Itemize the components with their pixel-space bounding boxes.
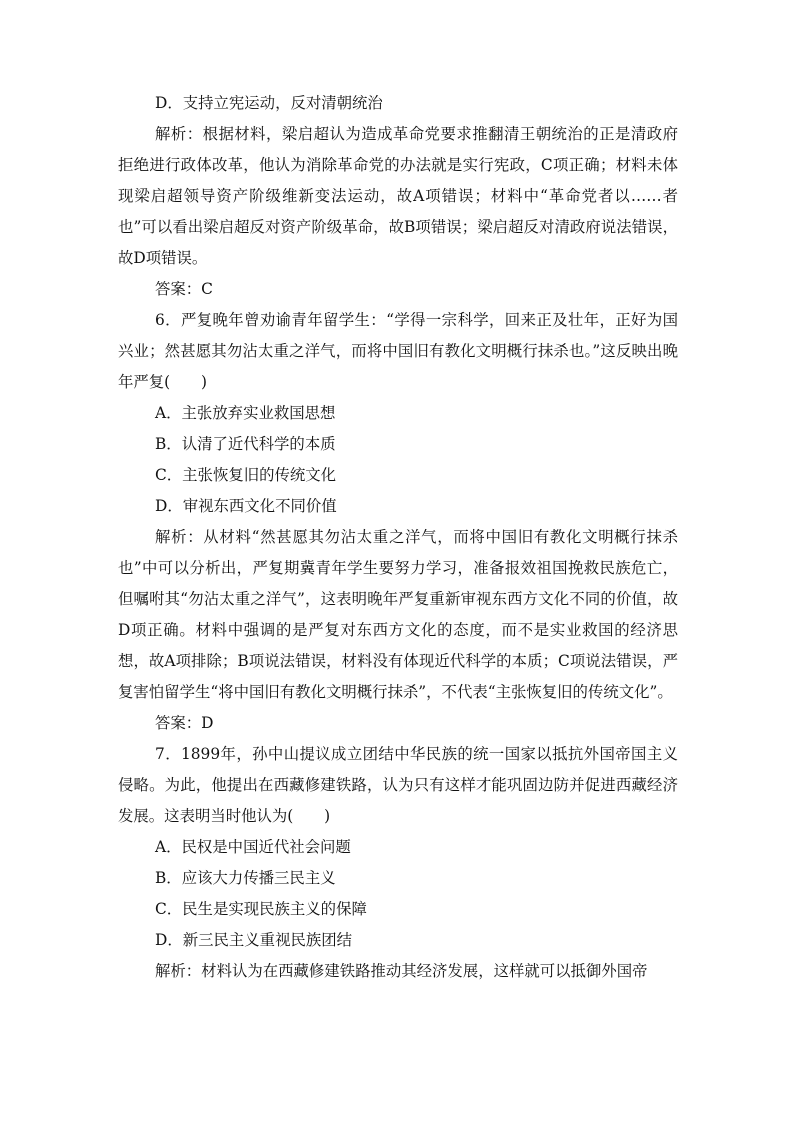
q6-option-a: A．主张放弃实业救国思想 — [155, 404, 336, 422]
q5-analysis: 解析：根据材料，梁启超认为造成革命党要求推翻清王朝统治的正是清政府拒绝进行政体改革，他认为消除革命党的办法就是实行宪政，C项正确；材料未体现梁启超领导资产阶级维新变法运动，故A项错误；材料中“革命党者以……者也”可以看出梁启超反对资产阶级革命，故B项错误；梁启超反对清政府说法错误，故D项错误。 — [118, 125, 678, 267]
document-page — [118, 88, 678, 987]
q6-analysis: 解析：从材料“然甚愿其勿沾太重之洋气，而将中国旧有教化文明概行抹杀也”中可以分析出，严复期冀青年学生要努力学习，准备报效祖国挽救民族危亡，但嘱咐其“勿沾太重之洋气”，这表明晚年严复重新审视东西方文化不同的价值，故D项正确。材料中强调的是严复对东西方文化的态度，而不是实业救国的经济思想，故A项排除；B项说法错误，材料没有体现近代科学的本质；C项说法错误，严复害怕留学生“将中国旧有教化文明概行抹杀”，不代表“主张恢复旧的传统文化”。 — [118, 528, 678, 701]
q7-option-a: A．民权是中国近代社会问题 — [155, 838, 351, 856]
q6-option-d: D．审视东西文化不同价值 — [155, 497, 337, 515]
q7-stem: 7．1899年，孙中山提议成立团结中华民族的统一国家以抵抗外国帝国主义侵略。为此，他提出在西藏修建铁路，认为只有这样才能巩固边防并促进西藏经济发展。这表明当时他认为( ) — [118, 745, 678, 825]
q5-option-d: D．支持立宪运动，反对清朝统治 — [155, 94, 383, 112]
q7-option-d: D．新三民主义重视民族团结 — [155, 931, 353, 949]
q6-answer: 答案：D — [155, 714, 214, 732]
q7-option-b: B．应该大力传播三民主义 — [155, 869, 336, 887]
q7-option-c: C．民生是实现民族主义的保障 — [155, 900, 367, 918]
q6-option-b: B．认清了近代科学的本质 — [155, 435, 336, 453]
q7-analysis: 解析：材料认为在西藏修建铁路推动其经济发展，这样就可以抵御外国帝 — [155, 962, 648, 980]
q6-option-c: C．主张恢复旧的传统文化 — [155, 466, 337, 484]
q6-stem: 6．严复晚年曾劝谕青年留学生：“学得一宗科学，回来正及壮年，正好为国兴业；然甚愿其勿沾太重之洋气，而将中国旧有教化文明概行抹杀也。”这反映出晚年严复( ) — [118, 311, 678, 391]
q5-answer: 答案：C — [155, 280, 213, 298]
